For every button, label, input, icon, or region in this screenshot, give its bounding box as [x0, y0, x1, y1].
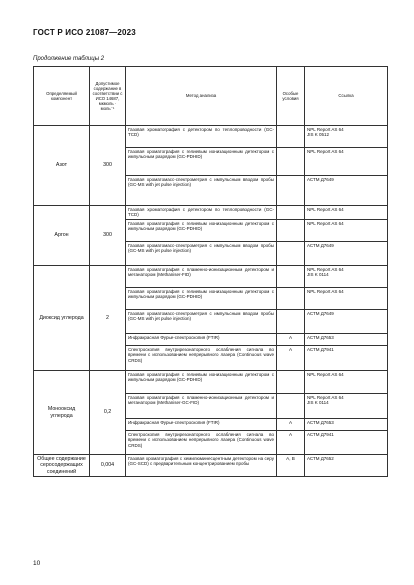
allowed-content-cell: 0,004: [90, 455, 126, 477]
special-conditions-cell: A, B: [277, 455, 305, 477]
reference-item: АСТМ Д7941: [307, 347, 334, 352]
special-conditions-cell: [277, 220, 305, 242]
reference-item: JIS K 0114: [307, 400, 329, 406]
page-number: 10: [33, 560, 41, 567]
method-cell: Газовая хроматомасс-спектрометрия с импульсным вводом пробы (GC-MS with jet pulse injection): [126, 310, 277, 334]
method-cell: Газовая хроматомасс-спектрометрия с импульсным вводом пробы (GC-MS with jet pulse injection): [126, 176, 277, 206]
reference-cell: [305, 176, 388, 206]
reference-item: NPL Report AS 64: [307, 221, 344, 226]
reference-item: АСТМ Д7649: [307, 177, 334, 182]
reference-cell: [305, 371, 388, 394]
table-header-row: [34, 67, 388, 126]
table-row: [34, 206, 388, 220]
reference-cell: [305, 394, 388, 419]
table-row: [34, 126, 388, 148]
allowed-content-cell: 2: [90, 266, 126, 371]
component-cell: Общее содержание серосодержащих соединений: [34, 455, 90, 477]
reference-cell: [305, 334, 388, 346]
document-header: ГОСТ Р ИСО 21087—2023: [33, 28, 136, 37]
method-cell: Газовая хроматография с детектором по теплопроводности (GC-TCD): [126, 126, 277, 148]
reference-item: JIS K 0114: [307, 272, 329, 278]
reference-cell: [305, 220, 388, 242]
reference-cell: [305, 266, 388, 288]
special-conditions-cell: [277, 206, 305, 220]
reference-cell: [305, 455, 388, 477]
special-conditions-cell: A: [277, 419, 305, 431]
component-cell: Монооксид углерода: [34, 371, 90, 455]
method-cell: Газовая хроматография с гелиевым ионизационным детектором с импульсным разрядом (GC-PDHID): [126, 220, 277, 242]
reference-cell: [305, 126, 388, 148]
special-conditions-cell: [277, 126, 305, 148]
allowed-content-cell: 0,2: [90, 371, 126, 455]
reference-cell: [305, 288, 388, 310]
method-cell: Газовая хроматография с гелиевым ионизационным детектором с импульсным разрядом (GC-PDHID): [126, 148, 277, 176]
method-cell: Инфракрасная Фурье-спектроскопия (FTIR): [126, 419, 277, 431]
header-content: Допустимое содержание в соответствии с ИСО 14687, мкмоль · моль⁻¹: [90, 67, 126, 126]
method-cell: Газовая хроматография с гелиевым ионизационным детектором с импульсным разрядом (GC-PDHID): [126, 288, 277, 310]
special-conditions-cell: A: [277, 431, 305, 455]
table-body: [34, 126, 388, 477]
reference-cell: [305, 310, 388, 334]
reference-item: JIS K 0512: [307, 132, 330, 138]
reference-item: NPL Report AS 64: [307, 127, 344, 132]
table-row: [34, 266, 388, 288]
table-row: [34, 455, 388, 477]
special-conditions-cell: [277, 371, 305, 394]
special-conditions-cell: A: [277, 334, 305, 346]
method-cell: Инфракрасная Фурье-спектроскопия (FTIR): [126, 334, 277, 346]
reference-item: NPL Report AS 64: [307, 149, 344, 154]
method-cell: Газовая хроматография с детектором по теплопроводности (GC-TCD): [126, 206, 277, 220]
reference-cell: [305, 148, 388, 176]
reference-cell: [305, 419, 388, 431]
reference-item: NPL Report AS 64: [307, 372, 344, 377]
header-method: Метод анализа: [126, 67, 277, 126]
reference-item: АСТМ Д7652: [307, 456, 334, 461]
reference-item: NPL Report AS 64: [307, 395, 344, 400]
reference-item: АСТМ Д7941: [307, 432, 334, 437]
reference-item: АСТМ Д7649: [307, 243, 334, 248]
method-cell: Газовая хроматография с хемилюминесцентным детектором на серу (GC-SCD) с предварительным концентрированием пробы: [126, 455, 277, 477]
special-conditions-cell: A: [277, 346, 305, 371]
reference-item: NPL Report AS 64: [307, 289, 344, 294]
analysis-methods-table: [33, 66, 388, 477]
reference-item: АСТМ Д7653: [307, 420, 334, 425]
special-conditions-cell: [277, 176, 305, 206]
reference-cell: [305, 346, 388, 371]
reference-item: NPL Report AS 64: [307, 267, 344, 272]
method-cell: Газовая хроматомасс-спектрометрия с импульсным вводом пробы (GC-MS with jet pulse injection): [126, 242, 277, 266]
method-cell: Спектроскопия внутрирезонаторного ослабления сигнала во времени с использованием непрерывного лазера (Continuous wave CRDS): [126, 431, 277, 455]
special-conditions-cell: [277, 310, 305, 334]
special-conditions-cell: [277, 266, 305, 288]
special-conditions-cell: [277, 242, 305, 266]
method-cell: Газовая хроматография с гелиевым ионизационным детектором с импульсным разрядом (GC-PDHID): [126, 371, 277, 394]
allowed-content-cell: 300: [90, 206, 126, 266]
header-notes: Особые условия: [277, 67, 305, 126]
reference-item: NPL Report AS 64: [307, 207, 344, 212]
special-conditions-cell: [277, 148, 305, 176]
method-cell: Газовая хроматография с пламенно-ионизационным детектором и метанатором (Methaniser-FID): [126, 266, 277, 288]
reference-cell: [305, 206, 388, 220]
table-continuation-caption: Продолжение таблицы 2: [33, 56, 105, 62]
component-cell: Диоксид углерода: [34, 266, 90, 371]
special-conditions-cell: [277, 394, 305, 419]
special-conditions-cell: [277, 288, 305, 310]
reference-cell: [305, 431, 388, 455]
table-row: [34, 371, 388, 394]
allowed-content-cell: 300: [90, 126, 126, 206]
component-cell: Азот: [34, 126, 90, 206]
reference-item: АСТМ Д7653: [307, 335, 334, 340]
header-component: Определяемый компонент: [34, 67, 90, 126]
method-cell: Спектроскопия внутрирезонаторного ослабления сигнала во времени с использованием непрерывного лазера (Continuous wave CRDS): [126, 346, 277, 371]
method-cell: Газовая хроматография с пламенно-ионизационным детектором и метанатором (Methaniser-GC-FID): [126, 394, 277, 419]
header-refs: Ссылка: [305, 67, 388, 126]
reference-item: АСТМ Д7649: [307, 311, 334, 316]
component-cell: Аргон: [34, 206, 90, 266]
reference-cell: [305, 242, 388, 266]
